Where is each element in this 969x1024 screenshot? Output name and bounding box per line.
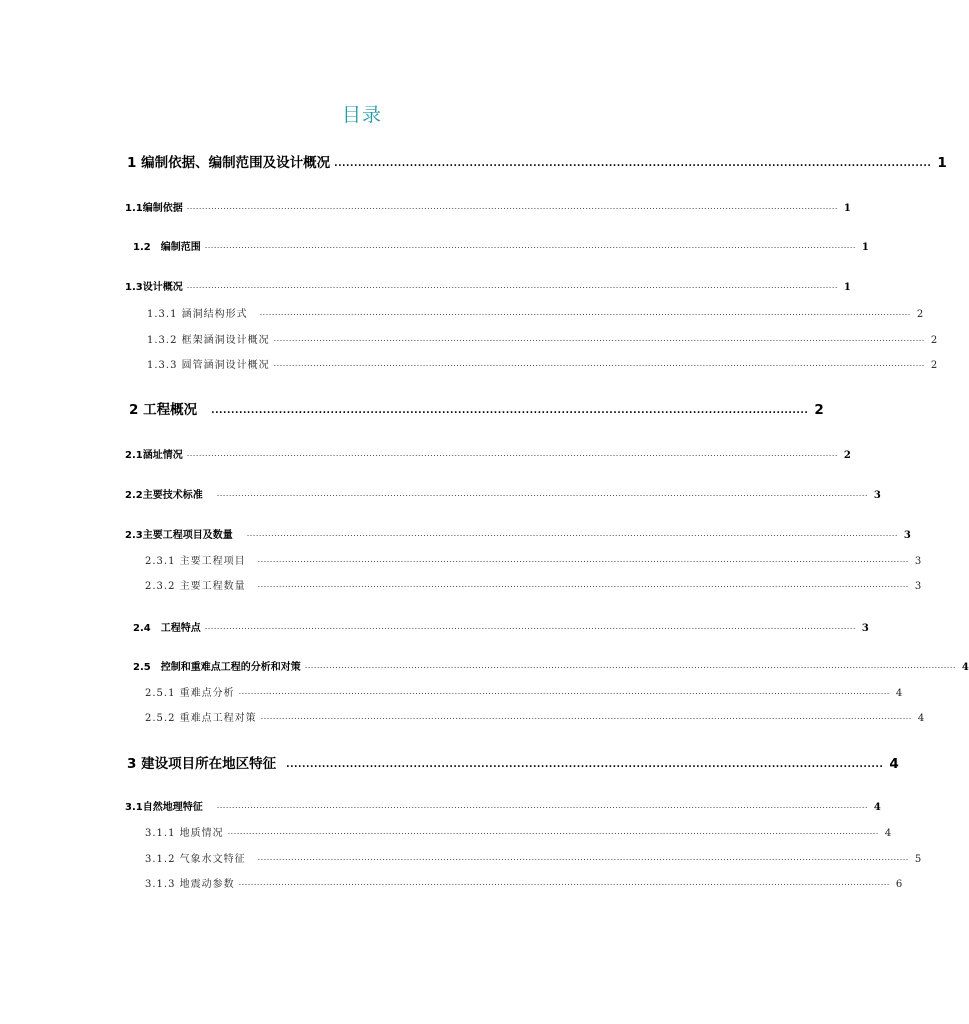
toc-page-number: 3 xyxy=(914,581,922,592)
toc-page-number: 2 xyxy=(930,335,938,346)
toc-entry-label: 3 建设项目所在地区特征 xyxy=(127,756,277,772)
toc-entry-2-3[interactable] xyxy=(0,525,911,541)
toc-entry-label: 2.2主要技术标准 xyxy=(125,490,203,501)
toc-entry-label: 3.1.3 地震动参数 xyxy=(145,879,235,890)
toc-entry-3[interactable] xyxy=(0,756,899,772)
toc-entry-2-5-2[interactable] xyxy=(0,708,925,724)
toc-entry-2-1[interactable] xyxy=(0,445,851,461)
toc-entry-1-3-1[interactable] xyxy=(0,304,924,320)
toc-entry-3-1[interactable] xyxy=(0,797,881,813)
leader-dots: ...................................................................................................................................................... xyxy=(334,158,932,169)
toc-entry-label: 1.3设计概况 xyxy=(125,282,183,293)
toc-page-number: 1 xyxy=(937,155,947,171)
toc-page-number: 1 xyxy=(861,242,869,253)
toc-entry-2-3-2[interactable] xyxy=(0,576,922,592)
toc-entry-label: 3.1.2 气象水文特征 xyxy=(145,854,246,865)
toc-entry-label: 2.4 工程特点 xyxy=(133,623,201,634)
toc-entry-3-1-3[interactable] xyxy=(0,874,903,890)
toc-page-number: 3 xyxy=(873,490,881,501)
toc-page-number: 3 xyxy=(914,556,922,567)
toc-page-number: 1 xyxy=(843,282,851,293)
toc-page-number: 5 xyxy=(914,854,922,865)
toc-page-number: 4 xyxy=(884,828,892,839)
toc-entry-label: 2.3.2 主要工程数量 xyxy=(145,581,246,592)
toc-entry-2-3-1[interactable] xyxy=(0,551,922,567)
toc-page-number: 2 xyxy=(843,450,851,461)
leader-dots: ...................................................................................................................................................................................................................... xyxy=(186,281,838,290)
toc-entry-2-4[interactable] xyxy=(0,618,869,634)
toc-entry-1-2[interactable] xyxy=(0,237,869,253)
leader-dots: ...................................................................................................................................................................................................................... xyxy=(216,801,868,810)
leader-dots: ...................................................................................................................................................................................................................... xyxy=(246,529,898,538)
toc-entry-label: 2.5.2 重难点工程对策 xyxy=(145,713,257,724)
toc-page-number: 4 xyxy=(895,688,903,699)
leader-dots: ...................................................................................................................................................................................................................... xyxy=(227,827,879,836)
toc-entry-label: 1 编制依据、编制范围及设计概况 xyxy=(127,155,331,171)
toc-entry-1-3[interactable] xyxy=(0,277,851,293)
leader-dots: ...................................................................................................................................................................................................................... xyxy=(259,308,911,317)
leader-dots: ...................................................................................................................................................................................................................... xyxy=(186,449,838,458)
leader-dots: ...................................................................................................................................................................................................................... xyxy=(257,580,909,589)
toc-entry-3-1-2[interactable] xyxy=(0,849,922,865)
toc-page-number: 2 xyxy=(814,402,824,418)
toc-entry-label: 3.1自然地理特征 xyxy=(125,802,203,813)
leader-dots: ...................................................................................................................................................................................................................... xyxy=(273,334,925,343)
toc-entry-1-1[interactable] xyxy=(0,198,851,214)
leader-dots: ...................................................................................................................................................................................................................... xyxy=(238,878,890,887)
toc-entry-2-5-1[interactable] xyxy=(0,683,903,699)
leader-dots: ...................................................................................................................................................................................................................... xyxy=(238,687,890,696)
toc-page-number: 4 xyxy=(961,662,969,673)
leader-dots: ...................................................................................................................................................................................................................... xyxy=(257,555,909,564)
toc-entry-label: 2.3.1 主要工程项目 xyxy=(145,556,246,567)
toc-title: 目录 xyxy=(341,104,382,126)
toc-entry-label: 2.3主要工程项目及数量 xyxy=(125,530,233,541)
toc-page-number: 3 xyxy=(861,623,869,634)
toc-page-number: 4 xyxy=(873,802,881,813)
leader-dots: ...................................................................................................................................................................................................................... xyxy=(186,202,838,211)
toc-entry-3-1-1[interactable] xyxy=(0,823,892,839)
toc-entry-1-3-2[interactable] xyxy=(0,330,938,346)
toc-entry-2-5[interactable] xyxy=(0,657,969,673)
toc-entry-2[interactable] xyxy=(0,402,824,418)
toc-page-number: 2 xyxy=(916,309,924,320)
leader-dots: ...................................................................................................................................................... xyxy=(211,405,809,416)
toc-entry-label: 1.2 编制范围 xyxy=(133,242,201,253)
toc-entry-label: 2 工程概况 xyxy=(129,402,198,418)
toc-entry-label: 1.3.1 涵洞结构形式 xyxy=(147,309,248,320)
leader-dots: ...................................................................................................................................................................................................................... xyxy=(273,359,925,368)
toc-entry-1-3-3[interactable] xyxy=(0,355,938,371)
toc-entry-2-2[interactable] xyxy=(0,485,881,501)
toc-entry-label: 2.5 控制和重难点工程的分析和对策 xyxy=(133,662,301,673)
toc-page-number: 4 xyxy=(889,756,899,772)
leader-dots: ...................................................................................................................................................................................................................... xyxy=(204,241,856,250)
toc-page-number: 3 xyxy=(903,530,911,541)
toc-page-number: 6 xyxy=(895,879,903,890)
toc-entry-1[interactable] xyxy=(0,155,947,171)
leader-dots: ...................................................................................................................................................................................................................... xyxy=(304,661,956,670)
toc-entry-label: 1.1编制依据 xyxy=(125,203,183,214)
toc-page-number: 4 xyxy=(917,713,925,724)
toc-entry-label: 2.5.1 重难点分析 xyxy=(145,688,235,699)
leader-dots: ...................................................................................................................................................................................................................... xyxy=(216,489,868,498)
leader-dots: ...................................................................................................................................................................................................................... xyxy=(204,622,856,631)
toc-page-number: 1 xyxy=(843,203,851,214)
toc-entry-label: 1.3.3 圆管涵洞设计概况 xyxy=(147,360,270,371)
toc-entry-label: 3.1.1 地质情况 xyxy=(145,828,224,839)
leader-dots: ...................................................................................................................................................... xyxy=(286,759,884,770)
toc-entry-label: 1.3.2 框架涵洞设计概况 xyxy=(147,335,270,346)
toc-entry-label: 2.1涵址情况 xyxy=(125,450,183,461)
toc-page-number: 2 xyxy=(930,360,938,371)
leader-dots: ...................................................................................................................................................................................................................... xyxy=(260,712,912,721)
leader-dots: ...................................................................................................................................................................................................................... xyxy=(257,853,909,862)
